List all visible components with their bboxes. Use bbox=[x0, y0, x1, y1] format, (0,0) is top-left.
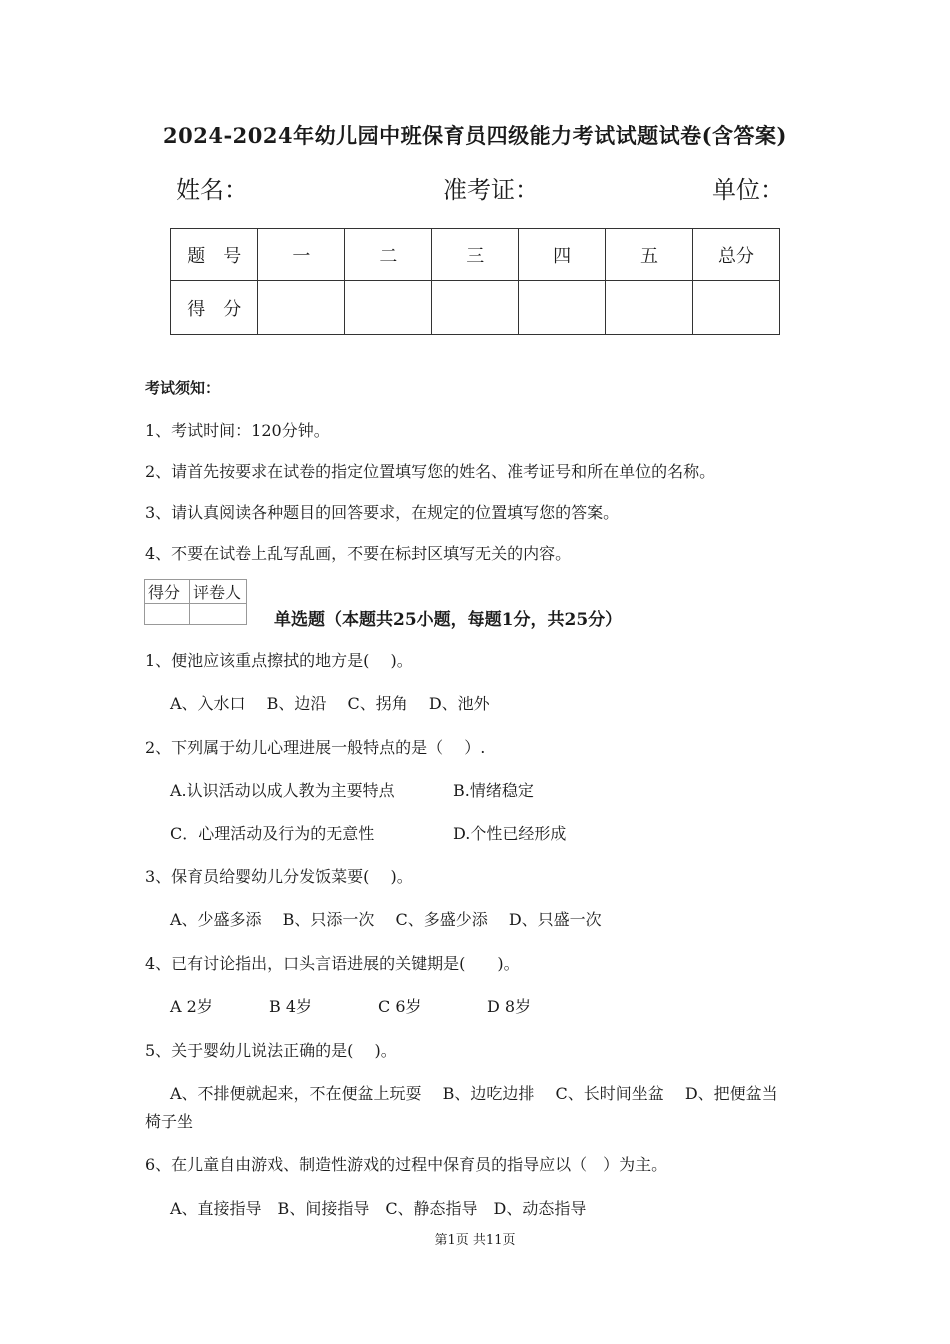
score-table-header-cell: 总分 bbox=[693, 229, 780, 281]
score-table-header-row bbox=[171, 229, 780, 281]
score-table bbox=[170, 228, 780, 335]
question-option: 椅子坐 bbox=[145, 1112, 194, 1131]
grader-box bbox=[144, 579, 247, 625]
score-cell[interactable] bbox=[258, 281, 345, 335]
question-option: B 4岁 bbox=[269, 997, 313, 1016]
question-stem: 2、下列属于幼儿心理进展一般特点的是（ ）. bbox=[145, 738, 486, 757]
question-option: D.个性已经形成 bbox=[453, 824, 567, 843]
grader-box-grader-cell[interactable] bbox=[190, 604, 247, 625]
score-table-score-row bbox=[171, 281, 780, 335]
score-cell[interactable] bbox=[432, 281, 519, 335]
score-row-label: 得 分 bbox=[171, 281, 258, 335]
notice-item: 3、请认真阅读各种题目的回答要求，在规定的位置填写您的答案。 bbox=[145, 503, 620, 522]
question-option: C 6岁 bbox=[378, 997, 422, 1016]
score-table-header-cell: 四 bbox=[519, 229, 606, 281]
grader-box-score-cell[interactable] bbox=[145, 604, 190, 625]
notice-item: 2、请首先按要求在试卷的指定位置填写您的姓名、准考证号和所在单位的名称。 bbox=[145, 462, 716, 481]
notice-item: 1、考试时间：120分钟。 bbox=[145, 421, 330, 440]
question-option: A、少盛多添 B、只添一次 C、多盛少添 D、只盛一次 bbox=[170, 910, 602, 929]
question-option: A、直接指导 B、间接指导 C、静态指导 D、动态指导 bbox=[170, 1199, 587, 1218]
score-table-header-cell: 二 bbox=[345, 229, 432, 281]
score-cell[interactable] bbox=[606, 281, 693, 335]
score-cell[interactable] bbox=[519, 281, 606, 335]
notice-item: 4、不要在试卷上乱写乱画，不要在标封区填写无关的内容。 bbox=[145, 544, 572, 563]
notice-title: 考试须知： bbox=[145, 379, 221, 397]
question-stem: 3、保育员给婴幼儿分发饭菜要( )。 bbox=[145, 867, 413, 886]
name-field-label: 姓名： bbox=[176, 176, 248, 204]
score-table-header-cell: 一 bbox=[258, 229, 345, 281]
score-table-header-cell: 题 号 bbox=[171, 229, 258, 281]
score-cell[interactable] bbox=[345, 281, 432, 335]
question-option: A.认识活动以成人教为主要特点 bbox=[170, 781, 395, 800]
grader-box-grader-label: 评卷人 bbox=[190, 580, 247, 604]
question-stem: 5、关于婴幼儿说法正确的是( )。 bbox=[145, 1041, 397, 1060]
question-stem: 4、已有讨论指出，口头言语进展的关键期是( )。 bbox=[145, 954, 520, 973]
exam-number-field-label: 准考证： bbox=[443, 176, 539, 204]
question-option: A 2岁 bbox=[170, 997, 213, 1016]
page-footer: 第1页 共11页 bbox=[434, 1233, 516, 1248]
section-title: 单选题（本题共25小题，每题1分，共25分） bbox=[274, 610, 623, 630]
unit-field-label: 单位： bbox=[712, 176, 784, 204]
score-table-header-cell: 三 bbox=[432, 229, 519, 281]
grader-box-score-label: 得分 bbox=[145, 580, 190, 604]
question-option: C．心理活动及行为的无意性 bbox=[170, 824, 375, 843]
question-stem: 1、便池应该重点擦拭的地方是( )。 bbox=[145, 651, 413, 670]
score-cell[interactable] bbox=[693, 281, 780, 335]
question-option: D 8岁 bbox=[487, 997, 532, 1016]
question-option: A、入水口 B、边沿 C、拐角 D、池外 bbox=[170, 694, 490, 713]
question-stem: 6、在儿童自由游戏、制造性游戏的过程中保育员的指导应以（ ）为主。 bbox=[145, 1155, 668, 1174]
question-option: B.情绪稳定 bbox=[453, 781, 534, 800]
page-title: 2024-2024年幼儿园中班保育员四级能力考试试题试卷(含答案) bbox=[163, 123, 787, 148]
question-option: A、不排便就起来，不在便盆上玩耍 B、边吃边排 C、长时间坐盆 D、把便盆当 bbox=[170, 1084, 778, 1103]
score-table-header-cell: 五 bbox=[606, 229, 693, 281]
